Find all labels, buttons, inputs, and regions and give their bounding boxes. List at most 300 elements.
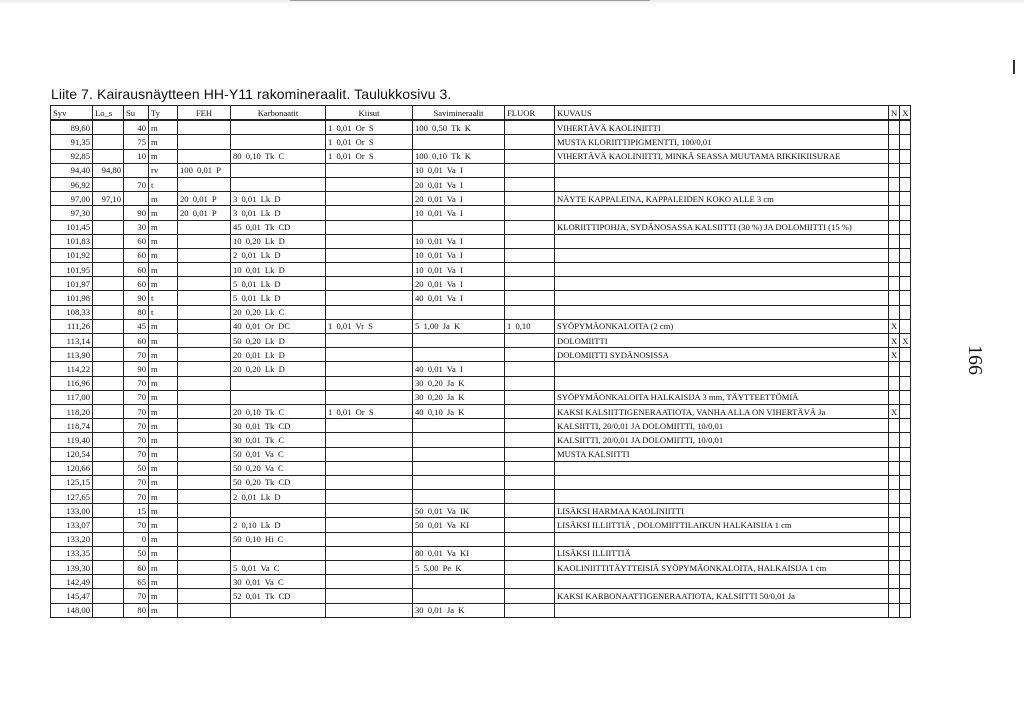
cell-ty: m	[149, 192, 178, 206]
cell-syv: 133,35	[51, 546, 93, 560]
cell-n	[889, 149, 900, 163]
cell-savimineraalit	[413, 461, 505, 475]
table-row	[51, 234, 911, 248]
cell-n	[889, 575, 900, 589]
cell-karbonaatit: 20 0,20 Lk D	[231, 362, 326, 376]
table-row	[51, 192, 911, 206]
cell-su: 70	[124, 390, 149, 404]
cell-kuvaus	[555, 362, 889, 376]
table-row	[51, 177, 911, 191]
cell-n	[889, 291, 900, 305]
cell-n: X	[889, 334, 900, 348]
cell-ty: m	[149, 220, 178, 234]
cell-ty: m	[149, 234, 178, 248]
cell-ty: m	[149, 575, 178, 589]
cell-kuvaus: KAKSI KARBONAATTIGENERAATIOTA, KALSIITTI 50/0,01 Ja	[555, 589, 889, 603]
cell-n	[889, 561, 900, 575]
table-row	[51, 277, 911, 291]
cell-fluor	[505, 546, 555, 560]
cell-ty: m	[149, 206, 178, 220]
table-row	[51, 447, 911, 461]
cell-karbonaatit	[231, 120, 326, 135]
cell-su: 0	[124, 532, 149, 546]
table-row	[51, 532, 911, 546]
cell-feh	[178, 561, 231, 575]
cell-karbonaatit	[231, 546, 326, 560]
cell-ty: m	[149, 461, 178, 475]
cell-syv: 133,20	[51, 532, 93, 546]
cell-karbonaatit: 3 0,01 Lk D	[231, 206, 326, 220]
cell-kuvaus: KAKSI KALSIITTIGENERAATIOTA, VANHA ALLA ON VIHERTÄVÄ Ja	[555, 404, 889, 418]
cell-su	[124, 192, 149, 206]
cell-fluor: 1 0,10	[505, 319, 555, 333]
cell-n	[889, 135, 900, 149]
cell-kiisut	[326, 461, 413, 475]
cell-n	[889, 248, 900, 262]
cell-savimineraalit: 20 0,01 Va I	[413, 277, 505, 291]
cell-n	[889, 433, 900, 447]
cell-kuvaus	[555, 376, 889, 390]
cell-karbonaatit	[231, 177, 326, 191]
cell-kiisut	[326, 490, 413, 504]
cell-feh	[178, 263, 231, 277]
cell-su: 50	[124, 461, 149, 475]
cell-su: 70	[124, 518, 149, 532]
cell-fluor	[505, 220, 555, 234]
cell-kuvaus: VIHERTÄVÄ KAOLINIITTI	[555, 120, 889, 135]
cell-fluor	[505, 575, 555, 589]
cell-karbonaatit: 2 0,01 Lk D	[231, 490, 326, 504]
cell-fluor	[505, 447, 555, 461]
cell-lo-s	[93, 291, 124, 305]
cell-x	[900, 419, 911, 433]
cell-ty: rv	[149, 163, 178, 177]
cell-x	[900, 532, 911, 546]
cell-syv: 139,30	[51, 561, 93, 575]
cell-lo-s: 94,80	[93, 163, 124, 177]
cell-kuvaus	[555, 277, 889, 291]
cell-ty: m	[149, 263, 178, 277]
cell-feh	[178, 376, 231, 390]
cell-lo-s	[93, 390, 124, 404]
cell-n: X	[889, 319, 900, 333]
cell-syv: 96,92	[51, 177, 93, 191]
cell-ty: m	[149, 376, 178, 390]
cell-savimineraalit: 40 0,01 Va I	[413, 362, 505, 376]
cell-x	[900, 561, 911, 575]
header-x: X	[900, 106, 911, 121]
cell-fluor	[505, 504, 555, 518]
page-number: 166	[964, 345, 986, 375]
cell-fluor	[505, 192, 555, 206]
cell-syv: 114,22	[51, 362, 93, 376]
cell-kuvaus: SYÖPYMÄONKALOITA (2 cm)	[555, 319, 889, 333]
cell-syv: 101,83	[51, 234, 93, 248]
cell-kuvaus: DOLOMIITTI SYDÄNOSISSA	[555, 348, 889, 362]
cell-syv: 148,00	[51, 603, 93, 617]
cell-x	[900, 546, 911, 560]
cell-fluor	[505, 461, 555, 475]
cell-feh	[178, 546, 231, 560]
cell-savimineraalit: 20 0,01 Va I	[413, 192, 505, 206]
cell-syv: 145,47	[51, 589, 93, 603]
cell-ty: m	[149, 277, 178, 291]
cell-karbonaatit: 20 0,01 Lk D	[231, 348, 326, 362]
cell-su: 60	[124, 561, 149, 575]
cell-feh	[178, 334, 231, 348]
cell-kiisut	[326, 589, 413, 603]
table-row	[51, 220, 911, 234]
cell-su: 50	[124, 546, 149, 560]
cell-n	[889, 234, 900, 248]
cell-su: 90	[124, 206, 149, 220]
cell-syv: 118,20	[51, 404, 93, 418]
cell-savimineraalit	[413, 447, 505, 461]
cell-kiisut	[326, 234, 413, 248]
cell-syv: 91,35	[51, 135, 93, 149]
cell-fluor	[505, 376, 555, 390]
table-row	[51, 149, 911, 163]
cell-feh	[178, 490, 231, 504]
cell-fluor	[505, 206, 555, 220]
cell-syv: 92,85	[51, 149, 93, 163]
cell-fluor	[505, 277, 555, 291]
cell-ty: m	[149, 490, 178, 504]
cell-n	[889, 504, 900, 518]
cell-savimineraalit	[413, 135, 505, 149]
cell-x	[900, 589, 911, 603]
cell-syv: 133,07	[51, 518, 93, 532]
cell-lo-s	[93, 461, 124, 475]
cell-karbonaatit: 30 0,01 Tk CD	[231, 419, 326, 433]
cell-lo-s	[93, 206, 124, 220]
cell-lo-s	[93, 334, 124, 348]
cell-karbonaatit	[231, 135, 326, 149]
table-row	[51, 475, 911, 489]
cell-lo-s	[93, 475, 124, 489]
cell-su: 70	[124, 433, 149, 447]
cell-kuvaus: KALSIITTI, 20/0,01 JA DOLOMIITTI, 10/0,01	[555, 433, 889, 447]
cell-savimineraalit: 100 0,10 Tk K	[413, 149, 505, 163]
cell-karbonaatit: 5 0,01 Lk D	[231, 277, 326, 291]
cell-lo-s	[93, 518, 124, 532]
cell-n	[889, 589, 900, 603]
cell-feh	[178, 461, 231, 475]
cell-karbonaatit	[231, 603, 326, 617]
cell-syv: 142,49	[51, 575, 93, 589]
cell-savimineraalit	[413, 419, 505, 433]
cell-kiisut	[326, 220, 413, 234]
cell-karbonaatit: 50 0,10 Hi C	[231, 532, 326, 546]
cell-x	[900, 603, 911, 617]
cell-syv: 125,15	[51, 475, 93, 489]
cell-su: 70	[124, 447, 149, 461]
cell-feh	[178, 220, 231, 234]
cell-n	[889, 220, 900, 234]
table-row	[51, 490, 911, 504]
header-kuvaus: KUVAUS	[555, 106, 889, 121]
edge-mark	[1013, 60, 1015, 74]
cell-n	[889, 532, 900, 546]
cell-su: 30	[124, 220, 149, 234]
cell-su: 70	[124, 589, 149, 603]
header-karbonaatit: Karbonaatit	[231, 106, 326, 121]
cell-kuvaus	[555, 163, 889, 177]
cell-karbonaatit: 50 0,01 Va C	[231, 447, 326, 461]
cell-su: 60	[124, 263, 149, 277]
cell-feh	[178, 589, 231, 603]
cell-feh: 20 0,01 P	[178, 192, 231, 206]
cell-kiisut	[326, 546, 413, 560]
header-fluor: FLUOR	[505, 106, 555, 121]
cell-fluor	[505, 561, 555, 575]
header-su: Su	[124, 106, 149, 121]
cell-karbonaatit: 20 0,20 Lk C	[231, 305, 326, 319]
cell-n: X	[889, 348, 900, 362]
cell-karbonaatit	[231, 163, 326, 177]
cell-lo-s	[93, 504, 124, 518]
cell-su: 45	[124, 319, 149, 333]
table-row	[51, 305, 911, 319]
cell-savimineraalit	[413, 433, 505, 447]
cell-kuvaus	[555, 461, 889, 475]
cell-kuvaus	[555, 263, 889, 277]
cell-x	[900, 404, 911, 418]
cell-kuvaus: MUSTA KLORIITTIPIGMENTTI, 100/0,01	[555, 135, 889, 149]
cell-x	[900, 192, 911, 206]
cell-savimineraalit: 5 5,00 Pe K	[413, 561, 505, 575]
cell-savimineraalit: 10 0,01 Va I	[413, 248, 505, 262]
cell-fluor	[505, 490, 555, 504]
cell-ty: m	[149, 518, 178, 532]
cell-x	[900, 433, 911, 447]
cell-syv: 101,97	[51, 277, 93, 291]
table-row	[51, 348, 911, 362]
cell-savimineraalit: 40 0,10 Ja K	[413, 404, 505, 418]
cell-kuvaus: KALSIITTI, 20/0,01 JA DOLOMIITTI, 10/0,01	[555, 419, 889, 433]
cell-su: 70	[124, 348, 149, 362]
cell-ty: m	[149, 390, 178, 404]
cell-fluor	[505, 163, 555, 177]
cell-syv: 89,60	[51, 120, 93, 135]
table-row	[51, 163, 911, 177]
cell-kuvaus	[555, 206, 889, 220]
cell-kiisut	[326, 362, 413, 376]
cell-fluor	[505, 390, 555, 404]
cell-karbonaatit	[231, 504, 326, 518]
cell-n	[889, 277, 900, 291]
cell-x	[900, 135, 911, 149]
header-feh: FEH	[178, 106, 231, 121]
cell-lo-s	[93, 532, 124, 546]
cell-fluor	[505, 419, 555, 433]
cell-n	[889, 263, 900, 277]
cell-savimineraalit	[413, 532, 505, 546]
cell-lo-s	[93, 234, 124, 248]
cell-ty: t	[149, 305, 178, 319]
scan-line	[290, 0, 650, 1]
cell-feh	[178, 518, 231, 532]
table-row	[51, 319, 911, 333]
cell-n	[889, 177, 900, 191]
cell-kiisut	[326, 248, 413, 262]
table-row	[51, 334, 911, 348]
cell-kuvaus	[555, 291, 889, 305]
cell-su: 15	[124, 504, 149, 518]
cell-syv: 120,54	[51, 447, 93, 461]
cell-su: 65	[124, 575, 149, 589]
cell-savimineraalit: 5 1,00 Ja K	[413, 319, 505, 333]
cell-ty: m	[149, 589, 178, 603]
cell-kiisut	[326, 192, 413, 206]
cell-savimineraalit: 20 0,01 Va I	[413, 177, 505, 191]
cell-savimineraalit	[413, 334, 505, 348]
cell-syv: 133,00	[51, 504, 93, 518]
table-row	[51, 291, 911, 305]
cell-lo-s	[93, 490, 124, 504]
cell-savimineraalit: 100 0,50 Tk K	[413, 120, 505, 135]
cell-fluor	[505, 291, 555, 305]
cell-kuvaus: LISÄKSI HARMAA KAOLINIITTI	[555, 504, 889, 518]
cell-feh	[178, 248, 231, 262]
cell-fluor	[505, 433, 555, 447]
cell-su: 80	[124, 603, 149, 617]
cell-lo-s	[93, 362, 124, 376]
cell-feh	[178, 419, 231, 433]
cell-x	[900, 575, 911, 589]
cell-syv: 120,66	[51, 461, 93, 475]
cell-fluor	[505, 603, 555, 617]
cell-karbonaatit: 5 0,01 Lk D	[231, 291, 326, 305]
cell-syv: 116,96	[51, 376, 93, 390]
cell-feh	[178, 319, 231, 333]
cell-n	[889, 376, 900, 390]
table-body	[51, 120, 911, 617]
cell-feh	[178, 404, 231, 418]
cell-x	[900, 461, 911, 475]
cell-n	[889, 603, 900, 617]
cell-feh	[178, 447, 231, 461]
cell-su: 10	[124, 149, 149, 163]
cell-x	[900, 206, 911, 220]
cell-feh	[178, 390, 231, 404]
cell-kiisut	[326, 390, 413, 404]
cell-karbonaatit: 20 0,10 Tk C	[231, 404, 326, 418]
cell-kiisut: 1 0,01 Or S	[326, 135, 413, 149]
cell-kiisut: 1 0,01 Or S	[326, 404, 413, 418]
cell-lo-s	[93, 447, 124, 461]
cell-kiisut: 1 0,01 Or S	[326, 149, 413, 163]
table-row	[51, 376, 911, 390]
cell-su: 90	[124, 362, 149, 376]
cell-n	[889, 120, 900, 135]
cell-n	[889, 163, 900, 177]
cell-savimineraalit: 80 0,01 Va KI	[413, 546, 505, 560]
header-syv: Syv	[51, 106, 93, 121]
header-kiisut: Kiisut	[326, 106, 413, 121]
cell-feh	[178, 603, 231, 617]
table-row	[51, 404, 911, 418]
cell-savimineraalit: 50 0,01 Va KI	[413, 518, 505, 532]
cell-fluor	[505, 149, 555, 163]
cell-lo-s	[93, 135, 124, 149]
cell-n	[889, 192, 900, 206]
cell-karbonaatit: 30 0,01 Va C	[231, 575, 326, 589]
cell-lo-s	[93, 419, 124, 433]
cell-savimineraalit: 30 0,20 Ja K	[413, 376, 505, 390]
cell-kuvaus: SYÖPYMÄONKALOITA HALKAISIJA 3 mm, TÄYTTEETTÖMIÄ	[555, 390, 889, 404]
cell-kuvaus	[555, 603, 889, 617]
cell-lo-s	[93, 305, 124, 319]
cell-feh: 20 0,01 P	[178, 206, 231, 220]
cell-savimineraalit	[413, 490, 505, 504]
cell-fluor	[505, 177, 555, 191]
cell-kuvaus: VIHERTÄVÄ KAOLINIITTI, MINKÄ SEASSA MUUTAMA RIKKIKIISURAE	[555, 149, 889, 163]
cell-syv: 97,00	[51, 192, 93, 206]
cell-n	[889, 490, 900, 504]
cell-lo-s	[93, 589, 124, 603]
cell-syv: 101,95	[51, 263, 93, 277]
cell-kuvaus	[555, 305, 889, 319]
cell-x	[900, 518, 911, 532]
cell-kiisut	[326, 475, 413, 489]
cell-su: 60	[124, 334, 149, 348]
header-lo-s: Lo_s	[93, 106, 124, 121]
cell-feh	[178, 575, 231, 589]
cell-x	[900, 248, 911, 262]
cell-su: 60	[124, 234, 149, 248]
cell-lo-s	[93, 348, 124, 362]
cell-feh	[178, 504, 231, 518]
cell-n	[889, 390, 900, 404]
cell-kiisut	[326, 277, 413, 291]
cell-x	[900, 149, 911, 163]
cell-feh	[178, 475, 231, 489]
cell-n	[889, 447, 900, 461]
cell-lo-s	[93, 120, 124, 135]
cell-lo-s	[93, 575, 124, 589]
cell-syv: 119,40	[51, 433, 93, 447]
cell-fluor	[505, 475, 555, 489]
table-row	[51, 120, 911, 135]
cell-feh	[178, 135, 231, 149]
cell-savimineraalit: 10 0,01 Va I	[413, 163, 505, 177]
cell-kiisut: 1 0,01 Vr S	[326, 319, 413, 333]
cell-fluor	[505, 404, 555, 418]
cell-savimineraalit: 30 0,01 Ja K	[413, 603, 505, 617]
cell-kuvaus	[555, 532, 889, 546]
cell-kiisut	[326, 177, 413, 191]
cell-ty: m	[149, 603, 178, 617]
cell-ty: m	[149, 120, 178, 135]
cell-n	[889, 461, 900, 475]
cell-lo-s: 97,10	[93, 192, 124, 206]
cell-karbonaatit: 10 0,01 Lk D	[231, 263, 326, 277]
cell-syv: 94,40	[51, 163, 93, 177]
cell-fluor	[505, 334, 555, 348]
header-savimineraalit: Savimineraalit	[413, 106, 505, 121]
cell-feh	[178, 305, 231, 319]
cell-karbonaatit: 5 0,01 Va C	[231, 561, 326, 575]
cell-kuvaus	[555, 234, 889, 248]
cell-savimineraalit	[413, 589, 505, 603]
cell-x	[900, 390, 911, 404]
cell-x	[900, 305, 911, 319]
cell-karbonaatit: 2 0,01 Lk D	[231, 248, 326, 262]
cell-kuvaus	[555, 490, 889, 504]
cell-savimineraalit: 40 0,01 Va I	[413, 291, 505, 305]
cell-karbonaatit: 10 0,20 Lk D	[231, 234, 326, 248]
